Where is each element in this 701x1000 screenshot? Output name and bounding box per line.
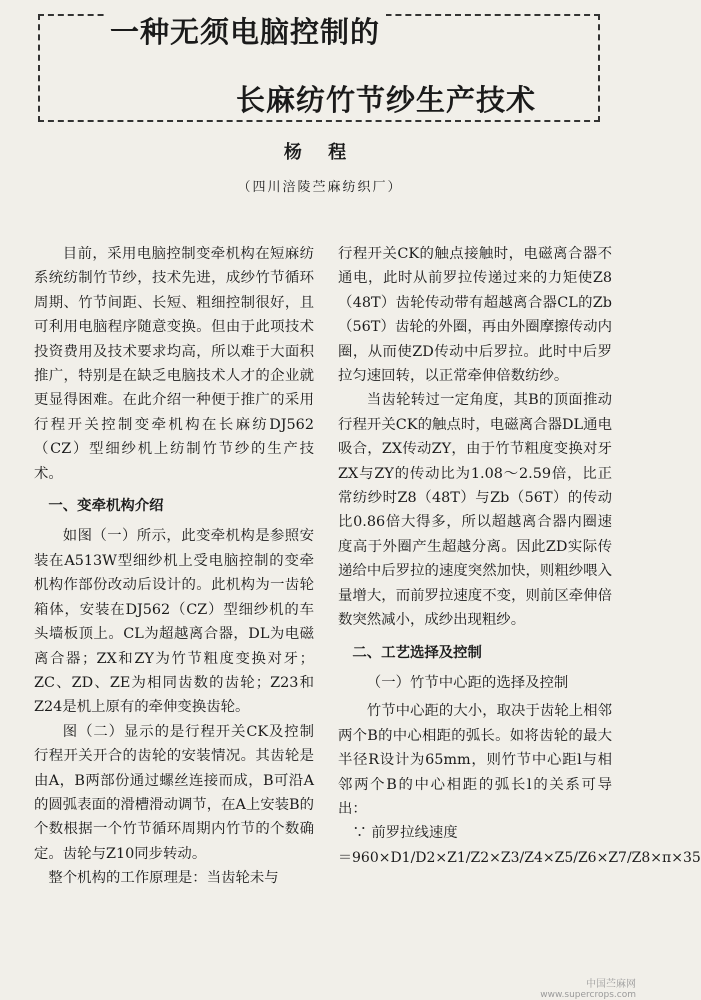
paragraph-spacing: 竹节中心距的大小，取决于齿轮上相邻两个B的中心相距的弧长。如将齿轮的最大半径R设计为65mm，则竹节中心距l与相邻两个B的中心相距的弧长l的关系可导出： <box>338 703 612 817</box>
formula-intro: ∵ 前罗拉线速度 <box>352 825 458 842</box>
intro-paragraph: 目前，采用电脑控制变牵机构在短麻纺系统纺制竹节纱，技术先进，成纱竹节循环周期、竹节间距、长短、粗细控制很好，且可利用电脑程序随意变换。但由于此项技术投资费用及技术要求均高，所以难于大面积推广，特别是在缺乏电脑技术人才的企业就更显得困难。在此介绍一种便于推广的采用行程开关控制变牵机构在长麻纺DJ562（CZ）型细纱机上纺制竹节纱的生产技术。 <box>34 246 314 482</box>
author-name: 杨 程 <box>283 142 357 163</box>
paragraph-figure-2: 图（二）显示的是行程开关CK及控制行程开关开合的齿轮的安装情况。其齿轮是由A，B两部份通过螺丝连接而成，B可沿A的圆弧表面的滑槽滑动调节，在A上安装B的个数根据一个竹节循环周期内竹节的个数确定。齿轮与Z10同步转动。 <box>34 723 315 862</box>
watermark-site-name: 中国苎麻网 <box>586 979 636 990</box>
formula-line: ＝960×D1/D2×Z1/Z2×Z3/Z4×Z5/Z6×Z7/Z8×π×35 <box>338 849 701 866</box>
section-1-heading: 一、变牵机构介绍 <box>48 497 164 515</box>
article-title-line-1: 一种无须电脑控制的 <box>104 10 386 51</box>
left-column <box>34 242 314 891</box>
article-title-line-2: 长麻纺竹节纱生产技术 <box>230 78 542 119</box>
subsection-heading: （一）竹节中心距的选择及控制 <box>366 674 569 691</box>
paragraph-principle-continued: 行程开关CK的触点接触时，电磁离合器不通电，此时从前罗拉传递过来的力矩使Z8（48T）齿轮传动带有超越离合器CL的Zb（56T）齿轮的外圈，再由外圈摩擦传动内圈，从而使ZD传动中后罗拉。此时中后罗拉匀速回转，以正常牵伸倍数纺纱。 <box>338 246 612 385</box>
section-2-heading: 二、工艺选择及控制 <box>352 643 482 661</box>
author-affiliation: （四川涪陵苎麻纺织厂） <box>237 180 403 195</box>
paragraph-principle-start: 整个机构的工作原理是：当齿轮未与 <box>48 870 279 887</box>
paragraph-switch-action: 当齿轮转过一定角度，其B的顶面推动行程开关CK的触点时，电磁离合器DL通电吸合，ZX传动ZY，由于竹节粗度变换对牙ZX与ZY的传动比为1.08～2.59倍，比正常纺纱时Z8（48T）与Zb（56T）的传动比0.86倍大得多，所以超越离合器内圈速度高于外圈产生超越分离。因此ZD实际传递给中后罗拉的速度突然加快，则粗纱喂入量增大，而前罗拉速度不变，则前区牵伸倍数突然减小，成纱出现粗纱。 <box>338 392 612 629</box>
right-column <box>338 242 701 870</box>
paragraph-mechanism: 如图（一）所示，此变牵机构是参照安装在A513W型细纱机上受电脑控制的变牵机构作部份改动后设计的。此机构为一齿轮箱体，安装在DJ562（CZ）型细纱机的车头墙板顶上。CL为超越离合器，DL为电磁离合器；ZX和ZY为竹节粗度变换对牙；ZC、ZD、ZE为相同齿数的齿轮；Z23和Z24是机上原有的牵伸变换齿轮。 <box>34 528 314 716</box>
watermark-url: www.supercrops.com <box>540 990 636 1000</box>
